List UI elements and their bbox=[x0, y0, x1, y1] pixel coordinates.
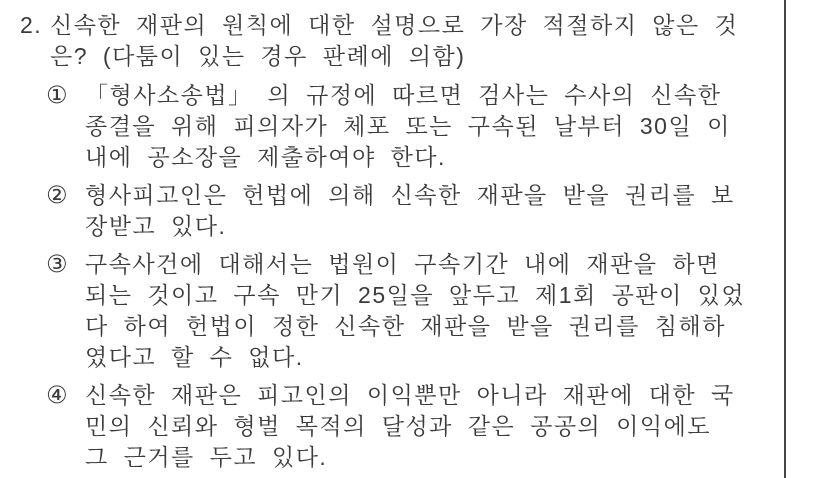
question-number: 2. bbox=[20, 12, 43, 38]
question-header bbox=[20, 10, 772, 72]
option-4 bbox=[46, 380, 772, 473]
option-3 bbox=[46, 249, 772, 373]
option-text-line: 그 근거를 두고 있다. bbox=[85, 444, 328, 470]
option-text-line: 형사피고인은 헌법에 의해 신속한 재판을 받을 권리를 보 bbox=[85, 182, 735, 208]
option-4-text bbox=[85, 380, 772, 473]
question-text bbox=[50, 10, 772, 72]
option-3-text bbox=[85, 249, 772, 373]
option-text-line: 종결을 위해 피의자가 체포 또는 구속된 날부터 30일 이 bbox=[85, 113, 731, 139]
question-text-line: 은? (다툼이 있는 경우 판례에 의함) bbox=[50, 43, 466, 69]
option-1-text bbox=[85, 80, 772, 173]
option-1-marker: ① bbox=[46, 82, 68, 109]
option-text-line: 되는 것이고 구속 만기 25일을 앞두고 제1회 공판이 있었 bbox=[85, 282, 746, 308]
option-text-line: 민의 신뢰와 형벌 목적의 달성과 같은 공공의 이익에도 bbox=[85, 413, 712, 439]
option-text-line: 다 하여 헌법이 정한 신속한 재판을 받을 권리를 침해하 bbox=[85, 313, 726, 339]
question-text-line: 신속한 재판의 원칙에 대한 설명으로 가장 적절하지 않은 것 bbox=[50, 12, 739, 38]
option-2 bbox=[46, 180, 772, 242]
option-text-line: 「형사소송법」 의 규정에 따르면 검사는 수사의 신속한 bbox=[85, 82, 722, 108]
option-1 bbox=[46, 80, 772, 173]
option-3-marker: ③ bbox=[46, 251, 68, 278]
option-text-line: 내에 공소장을 제출하여야 한다. bbox=[85, 144, 446, 170]
option-text-line: 구속사건에 대해서는 법원이 구속기간 내에 재판을 하면 bbox=[85, 251, 720, 277]
options-list bbox=[46, 80, 772, 473]
option-text-line: 신속한 재판은 피고인의 이익뿐만 아니라 재판에 대한 국 bbox=[85, 382, 735, 408]
option-4-marker: ④ bbox=[46, 382, 68, 409]
option-text-line: 였다고 할 수 없다. bbox=[85, 344, 304, 370]
question-block bbox=[20, 10, 772, 473]
option-2-marker: ② bbox=[46, 182, 68, 209]
page-column-divider bbox=[784, 0, 786, 478]
option-2-text bbox=[85, 180, 772, 242]
option-text-line: 장받고 있다. bbox=[85, 213, 227, 239]
